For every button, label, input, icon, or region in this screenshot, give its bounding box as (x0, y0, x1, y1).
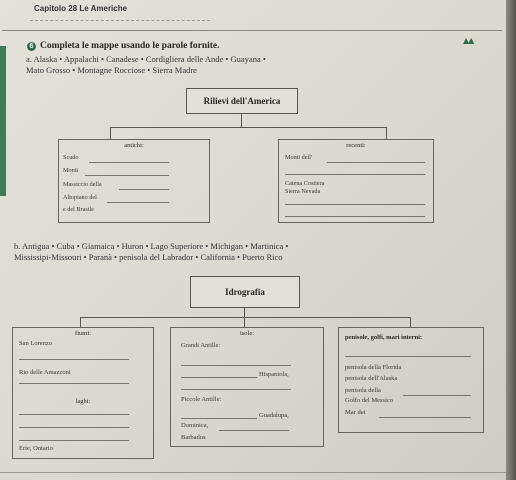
bottom-rule (0, 472, 506, 473)
header-rule (30, 20, 210, 21)
island-item: Barbados (181, 434, 206, 441)
connector (410, 317, 411, 327)
page-edge-shadow (506, 0, 516, 480)
wordlist-a-line2: Mato Grosso • Montagne Rocciose • Sierra Madre (26, 65, 197, 75)
answer-blank[interactable] (19, 414, 129, 415)
islands-box (170, 327, 324, 447)
peninsula-item: Mar dei (345, 409, 366, 416)
map-b-title-box (190, 276, 300, 308)
answer-blank[interactable] (119, 189, 169, 190)
chapter-heading: Capitolo 28 Le Americhe (34, 4, 128, 13)
connector (386, 127, 387, 139)
old-item: e del Brasile (63, 206, 94, 213)
island-item: Hispaniola, (259, 371, 289, 378)
river-item: Rio delle Amazzoni (19, 369, 71, 376)
answer-blank[interactable] (181, 389, 291, 390)
connector (110, 127, 111, 139)
peninsula-item: penisola dell'Alaska (345, 375, 398, 382)
connector (110, 127, 386, 128)
answer-blank[interactable] (89, 162, 169, 163)
answer-blank[interactable] (285, 174, 425, 175)
exercise-instruction: Completa le mappe usando le parole fornite. (40, 41, 220, 51)
answer-blank[interactable] (85, 175, 169, 176)
answer-blank[interactable] (19, 359, 129, 360)
answer-blank[interactable] (403, 395, 471, 396)
answer-blank[interactable] (107, 202, 169, 203)
map-a-recent-box (278, 139, 434, 223)
islands-heading: isole: (239, 330, 255, 337)
connector (244, 317, 245, 327)
map-b-title: Idrografia (225, 287, 265, 297)
wordlist-b-line2: Mississipi-Missouri • Paranà • penisola del Labrador • California • Puerto Rico (14, 252, 283, 262)
answer-blank[interactable] (19, 440, 129, 441)
connector (80, 317, 81, 327)
exercise-number: 6 (27, 42, 36, 51)
recent-item: Monti dell' (285, 154, 313, 161)
answer-blank[interactable] (285, 204, 425, 205)
connector (80, 317, 410, 318)
peninsula-item: penisola della (345, 387, 381, 394)
answer-blank[interactable] (181, 365, 291, 366)
island-group: Piccole Antille: (181, 396, 222, 403)
answer-blank[interactable] (19, 427, 129, 428)
difficulty-icon: ▲▲ (463, 36, 474, 45)
map-a-title-box (186, 88, 298, 114)
recent-item: Sierra Nevada (285, 188, 321, 195)
answer-blank[interactable] (19, 383, 129, 384)
map-a-old-box (58, 139, 210, 223)
recent-heading: recenti: (346, 142, 366, 149)
map-a-title: Rilievi dell'America (203, 96, 281, 106)
old-heading: antichi: (124, 142, 144, 149)
connector (241, 113, 242, 127)
answer-blank[interactable] (181, 377, 257, 378)
peninsulas-box (338, 327, 484, 433)
answer-blank[interactable] (181, 418, 257, 419)
recent-item: Catena Costiera (285, 180, 325, 187)
wordlist-a-line1: a. Alaska • Appalachi • Canadese • Cordigliera delle Ande • Guayana • (26, 54, 266, 64)
connector (244, 307, 245, 317)
peninsula-item: Golfo del Messico (345, 397, 394, 404)
wordlist-b-line1: b. Antigua • Cuba • Giamaica • Huron • Lago Superiore • Michigan • Martinica • (14, 241, 289, 251)
river-item: San Lorenzo (19, 340, 53, 347)
island-item: Guadalupa, (259, 412, 289, 419)
answer-blank[interactable] (345, 356, 471, 357)
old-item: Scudo (63, 154, 79, 161)
island-item: Dominica, (181, 422, 209, 429)
answer-blank[interactable] (219, 430, 289, 431)
peninsula-item: penisola della Florida (345, 364, 402, 371)
rivers-lakes-box (12, 327, 154, 459)
old-item: Altopiano del (63, 194, 97, 201)
answer-blank[interactable] (327, 162, 425, 163)
lakes-heading: laghi: (75, 398, 91, 405)
answer-blank[interactable] (379, 417, 471, 418)
lake-item: Erie, Ontario (19, 445, 53, 452)
peninsulas-heading: penisole, golfi, mari interni: (345, 334, 423, 341)
rivers-heading: fiumi: (75, 330, 91, 337)
old-item: Monti (63, 167, 79, 174)
side-tab (0, 46, 6, 196)
answer-blank[interactable] (285, 216, 425, 217)
old-item: Massiccio della (63, 181, 102, 188)
island-group: Grandi Antille: (181, 342, 221, 349)
separator-line (2, 30, 502, 31)
